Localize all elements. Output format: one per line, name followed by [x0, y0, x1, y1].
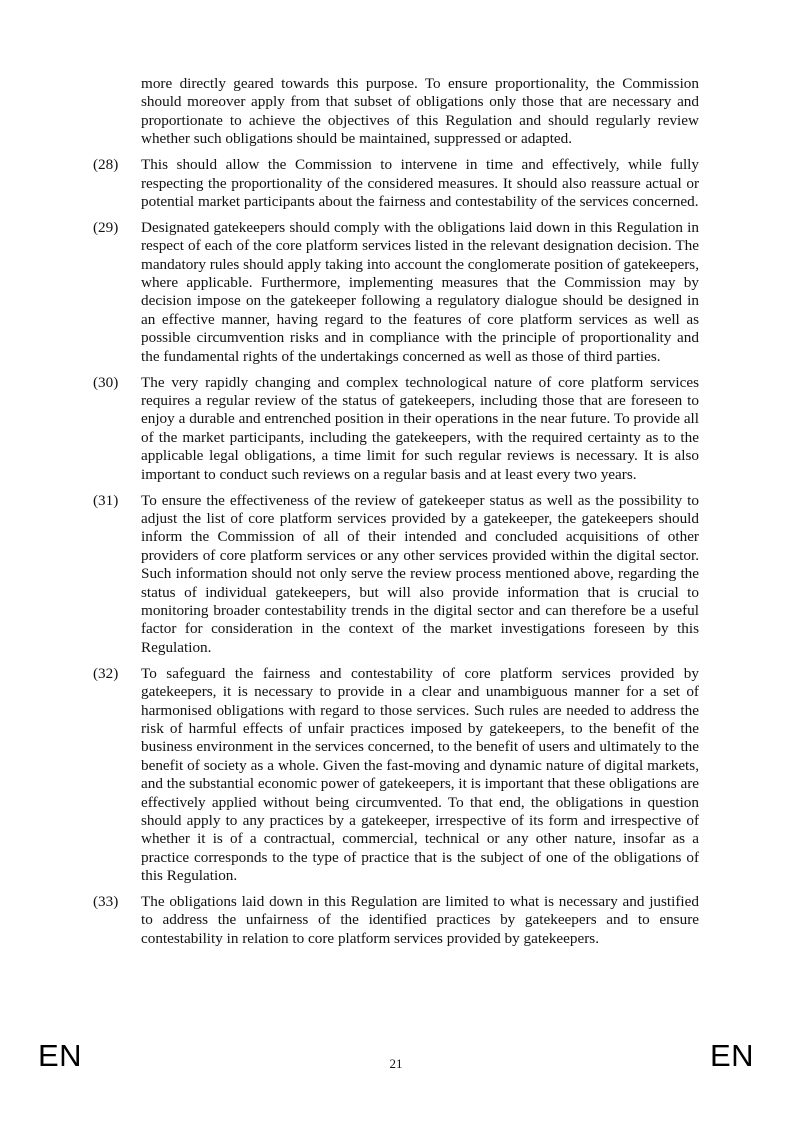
recital-number: (28)	[93, 156, 119, 174]
continuation-text: more directly geared towards this purpose. To ensure proportionality, the Commission should moreover apply from that subset of obligations only those that are necessary and proportionate to achieve the objectives of this Regulation and should regularly review whether such obligations should be maintained, suppressed or adapted.	[141, 75, 699, 148]
continuation-paragraph	[93, 75, 699, 149]
recital-29	[93, 219, 699, 366]
recital-number: (30)	[93, 373, 119, 391]
recital-text: This should allow the Commission to intervene in time and effectively, while fully respecting the proportionality of the considered measures. It should also reassure actual or potential market participants about the fairness and contestability of the services concerned.	[141, 156, 699, 210]
footer-language-left: EN	[38, 1038, 83, 1073]
recital-text: The very rapidly changing and complex technological nature of core platform services requires a regular review of the status of gatekeepers, including those that are foreseen to enjoy a durable and entrenched position in their operations in the near future. To provide all of the market participants, including the gatekeepers, with the required certainty as to the applicable legal obligations, a time limit for such regular reviews is necessary. It is also important to conduct such reviews on a regular basis and at least every two years.	[141, 373, 699, 483]
recital-number: (33)	[93, 893, 119, 911]
recital-text: The obligations laid down in this Regulation are limited to what is necessary and justified to address the unfairness of the identified practices by gatekeepers and to ensure contestability in relation to core platform services provided by gatekeepers.	[141, 893, 699, 947]
document-body	[93, 75, 699, 956]
recital-text: To safeguard the fairness and contestability of core platform services provided by gatekeepers, it is necessary to provide in a clear and unambiguous manner for a set of harmonised obligations with regard to those services. Such rules are needed to address the risk of harmful effects of unfair practices imposed by gatekeepers, to the benefit of the business environment in the services concerned, to the benefit of users and ultimately to the benefit of society as a whole. Given the fast-moving and dynamic nature of digital markets, and the substantial economic power of gatekeepers, it is important that these obligations are effectively applied without being circumvented. To that end, the obligations in question should apply to any practices by a gatekeeper, irrespective of its form and irrespective of whether it is of a contractual, commercial, technical or any other nature, insofar as a practice corresponds to the type of practice that is the subject of one of the obligations of this Regulation.	[141, 664, 699, 885]
recital-28	[93, 156, 699, 211]
recital-text: Designated gatekeepers should comply with the obligations laid down in this Regulation in respect of each of the core platform services listed in the relevant designation decision. The mandatory rules should apply taking into account the conglomerate position of gatekeepers, where applicable. Furthermore, implementing measures that the Commission may by decision impose on the gatekeeper following a regulatory dialogue should be designed in an effective manner, having regard to the features of core platform services as well as possible circumvention risks and in compliance with the principle of proportionality and the fundamental rights of the undertakings concerned as well as those of third parties.	[141, 218, 699, 365]
page-number: 21	[389, 1056, 403, 1071]
recital-30	[93, 374, 699, 484]
recital-number: (32)	[93, 664, 119, 682]
recital-32	[93, 665, 699, 886]
footer-language-right: EN	[710, 1038, 755, 1073]
recital-31	[93, 492, 699, 658]
recital-33	[93, 893, 699, 948]
recital-number: (31)	[93, 491, 119, 509]
recital-number: (29)	[93, 218, 119, 236]
recital-text: To ensure the effectiveness of the review of gatekeeper status as well as the possibility to adjust the list of core platform services provided by a gatekeeper, the gatekeepers should inform the Commission of all of their intended and concluded acquisitions of other providers of core platform services or any other services provided within the digital sector. Such information should not only serve the review process mentioned above, regarding the status of individual gatekeepers, but will also provide information that is crucial to monitoring broader contestability trends in the digital sector and can therefore be a useful factor for consideration in the context of the market investigations foreseen by this Regulation.	[141, 491, 699, 656]
